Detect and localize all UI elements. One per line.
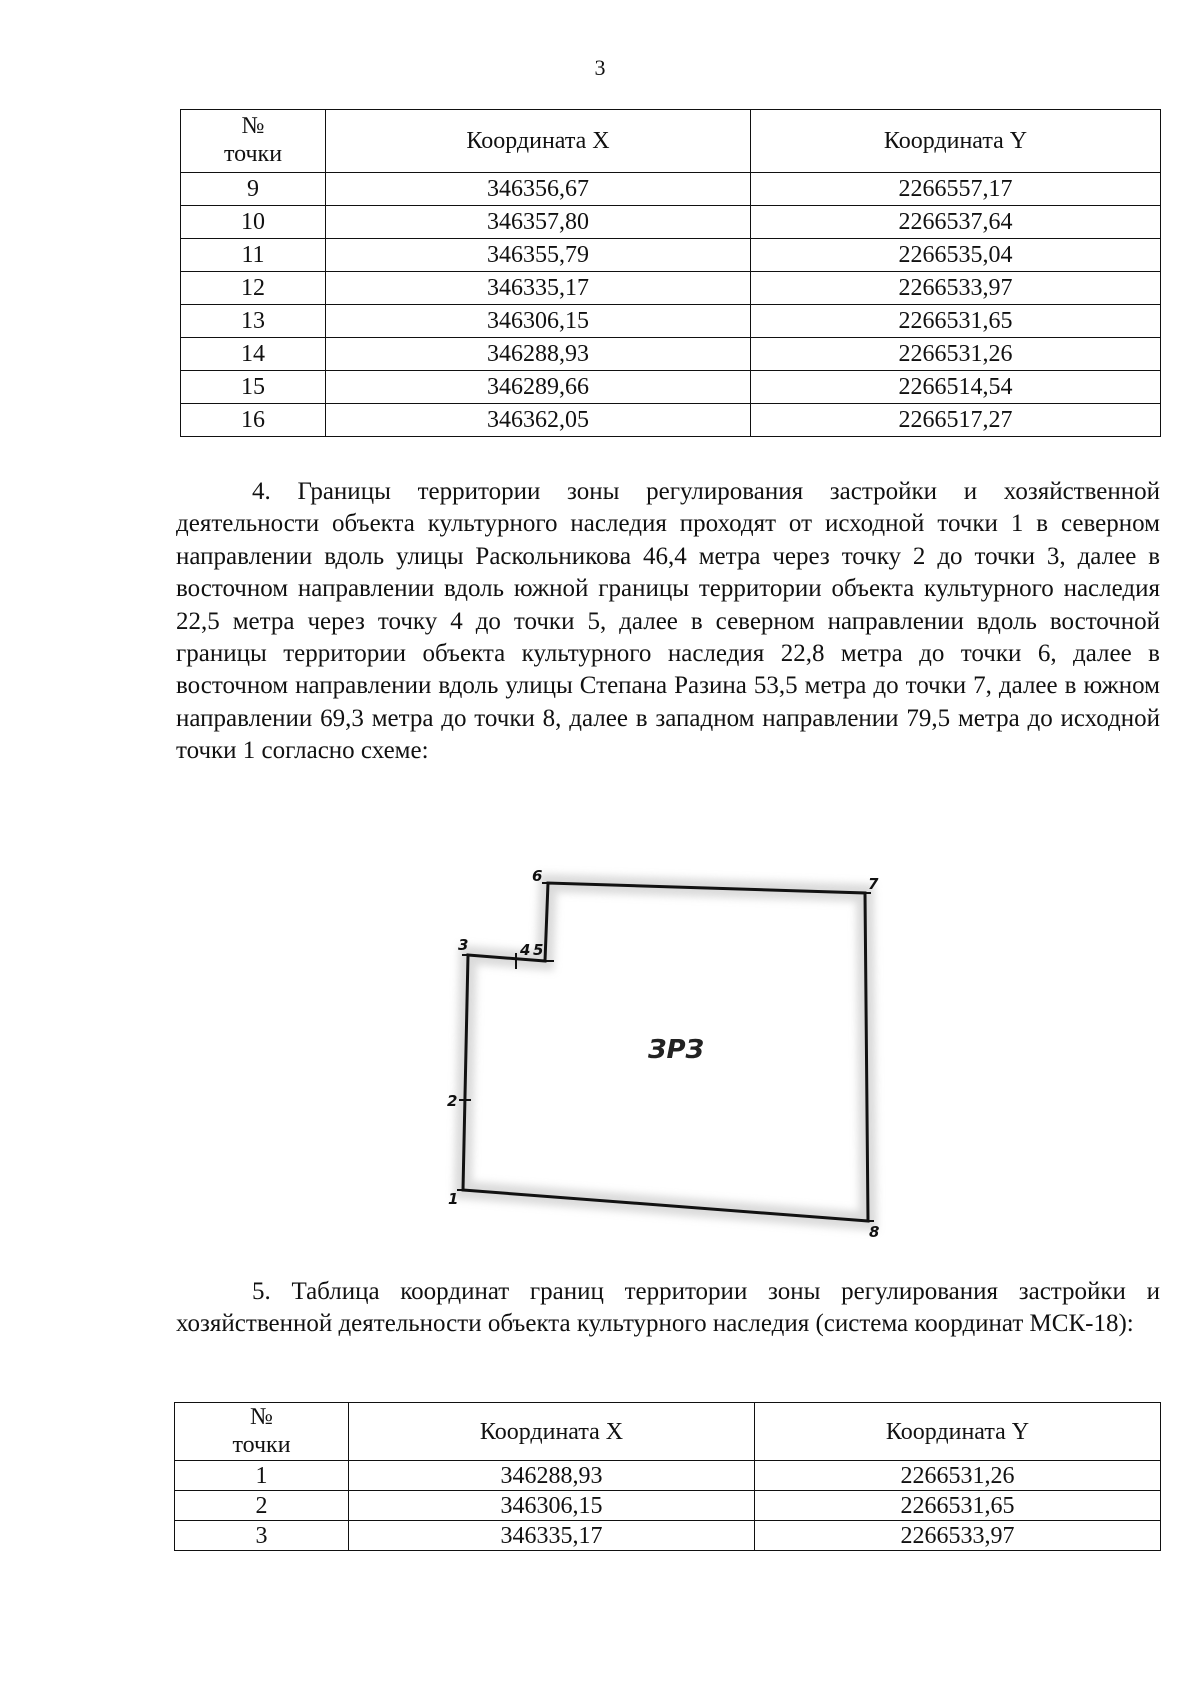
cell-coordinate-y: 2266517,27 — [751, 404, 1161, 437]
coordinates-table-top — [180, 109, 1161, 437]
cell-coordinate-y: 2266557,17 — [751, 173, 1161, 206]
cell-point-number: 14 — [181, 338, 326, 371]
cell-point-number: 13 — [181, 305, 326, 338]
table-row — [181, 338, 1161, 371]
cell-point-number: 11 — [181, 239, 326, 272]
header-point-number — [181, 110, 326, 173]
cell-coordinate-x: 346335,17 — [326, 272, 751, 305]
header-coordinate-x: Координата X — [326, 110, 751, 173]
cell-coordinate-y: 2266535,04 — [751, 239, 1161, 272]
paragraph-table-intro: 5. Таблица координат границ территории зоны регулирования застройки и хозяйственной деятельности объекта культурного наследия (система координат МСК-18): — [176, 1278, 1160, 1338]
point-label-1: 1 — [448, 1190, 459, 1208]
point-label-3: 3 — [458, 936, 469, 954]
cell-point-number: 10 — [181, 206, 326, 239]
cell-coordinate-x: 346355,79 — [326, 239, 751, 272]
cell-point-number: 16 — [181, 404, 326, 437]
table-row — [181, 371, 1161, 404]
table-header-row — [175, 1403, 1161, 1461]
table-row — [181, 239, 1161, 272]
cell-coordinate-x: 346362,05 — [326, 404, 751, 437]
header-point-number-symbol: № — [241, 113, 265, 140]
table-row — [175, 1521, 1161, 1551]
zone-label: ЗРЗ — [648, 1035, 704, 1065]
cell-coordinate-x: 346306,15 — [326, 305, 751, 338]
point-label-7: 7 — [868, 875, 879, 893]
header-coordinate-y: Координата Y — [751, 110, 1161, 173]
table-header-row — [181, 110, 1161, 173]
point-label-4: 4 — [520, 941, 531, 959]
point-label-8: 8 — [869, 1223, 880, 1241]
cell-coordinate-y: 2266514,54 — [751, 371, 1161, 404]
cell-coordinate-y: 2266531,65 — [751, 305, 1161, 338]
cell-coordinate-y: 2266531,26 — [755, 1461, 1161, 1491]
cell-coordinate-x: 346288,93 — [349, 1461, 755, 1491]
header-point-number-word: точки — [223, 141, 283, 167]
point-label-2: 2 — [447, 1092, 458, 1110]
point-label-6: 6 — [532, 867, 543, 885]
cell-coordinate-y: 2266537,64 — [751, 206, 1161, 239]
header-point-number — [175, 1403, 349, 1461]
header-point-number-word: точки — [232, 1431, 291, 1458]
cell-coordinate-y: 2266533,97 — [755, 1521, 1161, 1551]
coordinates-table-bottom — [174, 1402, 1161, 1551]
table-row — [181, 173, 1161, 206]
table-row — [175, 1491, 1161, 1521]
cell-coordinate-y: 2266531,26 — [751, 338, 1161, 371]
table-row — [175, 1461, 1161, 1491]
cell-point-number: 9 — [181, 173, 326, 206]
point-label-5: 5 — [533, 941, 544, 959]
cell-point-number: 3 — [175, 1521, 349, 1551]
page-number: 3 — [594, 55, 606, 80]
table-row — [181, 272, 1161, 305]
cell-coordinate-x: 346357,80 — [326, 206, 751, 239]
zone-boundary-scheme — [420, 838, 890, 1258]
cell-point-number: 1 — [175, 1461, 349, 1491]
cell-coordinate-x: 346335,17 — [349, 1521, 755, 1551]
header-coordinate-x: Координата X — [349, 1403, 755, 1461]
header-coordinate-y: Координата Y — [755, 1403, 1161, 1461]
cell-coordinate-y: 2266531,65 — [755, 1491, 1161, 1521]
cell-coordinate-x: 346306,15 — [349, 1491, 755, 1521]
cell-coordinate-x: 346288,93 — [326, 338, 751, 371]
table-row — [181, 305, 1161, 338]
table-row — [181, 206, 1161, 239]
cell-point-number: 12 — [181, 272, 326, 305]
paragraph-boundary-description: 4. Границы территории зоны регулирования застройки и хозяйственной деятельности объекта культурного наследия проходят от исходной точки 1 в северном направлении вдоль улицы Раскольникова 46,4 метра через точку 2 до точки 3, далее в восточном направлении вдоль южной границы территории объекта культурного наследия 22,5 метра через точку 4 до точки 5, далее в северном направлении вдоль восточной границы территории объекта культурного наследия 22,8 метра до точки 6, далее в восточном направлении вдоль улицы Степана Разина 53,5 метра до точки 7, далее в южном направлении 69,3 метра до точки 8, далее в западном направлении 79,5 метра до исходной точки 1 согласно схеме: — [176, 478, 1160, 765]
cell-point-number: 15 — [181, 371, 326, 404]
table-row — [181, 404, 1161, 437]
cell-coordinate-y: 2266533,97 — [751, 272, 1161, 305]
header-point-number-symbol: № — [250, 1403, 273, 1430]
cell-point-number: 2 — [175, 1491, 349, 1521]
cell-coordinate-x: 346289,66 — [326, 371, 751, 404]
cell-coordinate-x: 346356,67 — [326, 173, 751, 206]
